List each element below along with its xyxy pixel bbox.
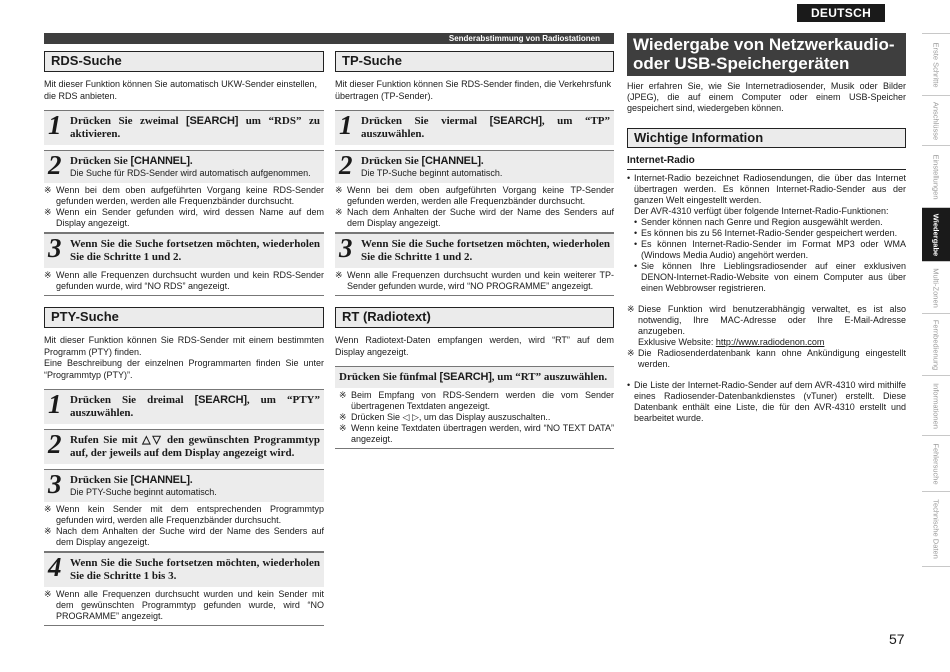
pty-step-4-notes bbox=[44, 587, 324, 626]
language-badge: DEUTSCH bbox=[797, 4, 885, 22]
rt-step bbox=[335, 366, 614, 388]
side-tab-technische-daten[interactable]: Technische Daten bbox=[922, 491, 950, 567]
step-instruction: Wenn Sie die Suche fortsetzen möchten, wiederholen Sie die Schritte 1 und 2. bbox=[361, 238, 610, 263]
search-key-label: [SEARCH] bbox=[489, 115, 542, 127]
note: ※ Nach dem Anhalten der Suche wird der Name des Senders auf dem Display angezeigt. bbox=[335, 207, 614, 228]
note: ※ Wenn alle Frequenzen durchsucht wurden und kein Sender mit dem gewünschten Programmtyp gefunden wurde, wird “NO PROGRAMME” angezeigt. bbox=[44, 589, 324, 621]
section-header-bar: Senderabstimmung von Radiostationen bbox=[44, 33, 614, 44]
channel-key-label: [CHANNEL] bbox=[130, 474, 190, 486]
rds-step-2 bbox=[44, 150, 324, 183]
step-number: 3 bbox=[339, 233, 353, 263]
rt-section bbox=[335, 307, 614, 449]
note: ※ Drücken Sie ◁ ▷, um das Display auszuschalten.. bbox=[339, 412, 551, 422]
step-instruction: Drücken Sie [CHANNEL]. bbox=[70, 474, 193, 486]
side-tab-fehlersuche[interactable]: Fehlersuche bbox=[922, 435, 950, 491]
side-tab-wiedergabe[interactable]: Wiedergabe bbox=[922, 207, 950, 261]
step-instruction: Drücken Sie [CHANNEL]. bbox=[70, 155, 193, 167]
search-key-label: [SEARCH] bbox=[194, 394, 247, 406]
step-number: 1 bbox=[48, 389, 62, 419]
internet-radio-heading: Internet-Radio bbox=[627, 155, 906, 170]
info-bullet: • Die Liste der Internet-Radio-Sender auf dem AVR-4310 wird mithilfe eines Radiosender-Datenbankdienstes (vTuner) erstellt. Diese Datenbank enthält eine Liste, die für den AVR-4310 erstellt und bearbeitet wurde. bbox=[627, 379, 906, 423]
step-description: Die Suche für RDS-Sender wird automatisch aufgenommen. bbox=[70, 168, 311, 178]
step-description: Die PTY-Suche beginnt automatisch. bbox=[70, 487, 217, 497]
page-number: 57 bbox=[889, 631, 905, 647]
note: ※ Die Radiosenderdatenbank kann ohne Ankündigung eingestellt werden. bbox=[627, 347, 906, 369]
website-link[interactable]: http://www.radiodenon.com bbox=[715, 336, 825, 347]
network-section bbox=[627, 33, 906, 424]
pty-title: PTY-Suche bbox=[44, 307, 324, 328]
note: ※ Diese Funktion wird benutzerabhängig verwaltet, es ist also notwendig, Ihre MAC-Adresse oder Ihre E-Mail-Adresse anzugeben. Exklusive Website: http://www.radiodenon.com bbox=[627, 303, 906, 347]
step-number: 1 bbox=[48, 110, 62, 140]
pty-intro: Mit dieser Funktion können Sie RDS-Sender mit einem bestimmten Programm (PTY) finden. Eine Beschreibung der einzelnen Programmarten finden Sie unter “Programmtyp (PTY)”. bbox=[44, 335, 324, 380]
step-number: 4 bbox=[48, 552, 62, 582]
note: ※ Beim Empfang von RDS-Sendern werden die vom Sender übertragenen Textdaten angezeigt. bbox=[339, 390, 614, 411]
note: ※ Wenn alle Frequenzen durchsucht wurden und kein weiterer TP-Sender gefunden wurde, wird “NO PROGRAMME” angezeigt. bbox=[335, 270, 614, 291]
side-tab-informationen[interactable]: Informationen bbox=[922, 375, 950, 435]
note: ※ Wenn bei dem oben aufgeführten Vorgang keine RDS-Sender gefunden werden, werden alle Frequenzbänder durchsucht. bbox=[44, 185, 324, 206]
step-number: 2 bbox=[339, 150, 353, 180]
note: ※ Wenn bei dem oben aufgeführten Vorgang keine TP-Sender gefunden werden, werden alle Frequenzbänder durchsucht. bbox=[335, 185, 614, 206]
rds-title: RDS-Suche bbox=[44, 51, 324, 72]
rt-notes bbox=[335, 388, 614, 449]
feature-bullet: • Es können bis zu 56 Internet-Radio-Sender gespeichert werden. bbox=[634, 227, 898, 238]
tp-title: TP-Suche bbox=[335, 51, 614, 72]
feature-bullet: • Es können Internet-Radio-Sender im Format MP3 oder WMA (Windows Media Audio) angehört werden. bbox=[634, 238, 906, 260]
features-intro: Der AVR-4310 verfügt über folgende Internet-Radio-Funktionen: bbox=[634, 205, 889, 216]
step-instruction: Drücken Sie zweimal [SEARCH] um “RDS” zu aktivieren. bbox=[70, 115, 320, 140]
tp-step-3 bbox=[335, 233, 614, 268]
step-instruction: Wenn Sie die Suche fortsetzen möchten, wiederholen Sie die Schritte 1 und 2. bbox=[70, 238, 320, 263]
search-key-label: [SEARCH] bbox=[439, 371, 492, 383]
side-tab-multi-zonen[interactable]: Multi-Zonen bbox=[922, 261, 950, 313]
step-instruction: Drücken Sie fünfmal [SEARCH], um “RT” auszuwählen. bbox=[339, 371, 608, 383]
note: ※ Wenn alle Frequenzen durchsucht wurden und kein RDS-Sender gefunden wurde, wird “NO RDS” angezeigt. bbox=[44, 270, 324, 291]
note: ※ Wenn kein Sender mit dem entsprechenden Programmtyp gefunden wird, werden alle Frequenzbänder durchsucht. bbox=[44, 504, 324, 525]
side-tab-strip bbox=[922, 33, 950, 567]
tp-step-2-notes bbox=[335, 183, 614, 233]
step-number: 1 bbox=[339, 110, 353, 140]
side-tab-erste-schritte[interactable]: Erste Schritte bbox=[922, 33, 950, 95]
pty-step-4 bbox=[44, 552, 324, 587]
network-intro: Hier erfahren Sie, wie Sie Internetradiosender, Musik oder Bilder (JPEG), die auf einem Computer oder einem USB-Speicher gespeichert sind, wiedergeben können. bbox=[627, 81, 906, 113]
rds-step-3-notes bbox=[44, 268, 324, 296]
step-number: 3 bbox=[48, 233, 62, 263]
rt-title: RT (Radiotext) bbox=[335, 307, 614, 328]
rt-intro: Wenn Radiotext-Daten empfangen werden, wird “RT” auf dem Display angezeigt. bbox=[335, 335, 614, 357]
pty-step-1 bbox=[44, 389, 324, 424]
step-instruction: Drücken Sie [CHANNEL]. bbox=[361, 155, 484, 167]
pty-step-2 bbox=[44, 429, 324, 464]
step-description: Die TP-Suche beginnt automatisch. bbox=[361, 168, 503, 178]
pty-step-3 bbox=[44, 469, 324, 502]
note: ※ Wenn ein Sender gefunden wird, wird dessen Name auf dem Display angezeigt. bbox=[44, 207, 324, 228]
pty-section bbox=[44, 307, 324, 626]
pty-step-3-notes bbox=[44, 502, 324, 552]
tp-section bbox=[335, 51, 614, 296]
step-instruction: Drücken Sie dreimal [SEARCH], um “PTY” auszuwählen. bbox=[70, 394, 320, 419]
tp-step-1 bbox=[335, 110, 614, 145]
note: ※ Wenn keine Textdaten übertragen werden, wird “NO TEXT DATA” angezeigt. bbox=[339, 423, 614, 444]
rds-step-1 bbox=[44, 110, 324, 145]
tp-intro: Mit dieser Funktion können Sie RDS-Sender finden, die Verkehrsfunk übertragen (TP-Sender). bbox=[335, 79, 612, 101]
channel-key-label: [CHANNEL] bbox=[130, 155, 190, 167]
feature-bullet: • Sender können nach Genre und Region ausgewählt werden. bbox=[634, 216, 883, 227]
rds-section bbox=[44, 51, 324, 296]
search-key-label: [SEARCH] bbox=[186, 115, 239, 127]
step-instruction: Wenn Sie die Suche fortsetzen möchten, wiederholen Sie die Schritte 1 bis 3. bbox=[70, 557, 320, 582]
tp-step-2 bbox=[335, 150, 614, 183]
step-number: 2 bbox=[48, 150, 62, 180]
side-tab-einstellungen[interactable]: Einstellungen bbox=[922, 145, 950, 207]
rds-intro: Mit dieser Funktion können Sie automatisch UKW-Sender einstellen, die RDS anbieten. bbox=[44, 79, 317, 101]
rds-step-2-notes bbox=[44, 183, 324, 233]
side-tab-anschluesse[interactable]: Anschlüsse bbox=[922, 95, 950, 145]
info-bullet: • Internet-Radio bezeichnet Radiosendungen, die über das Internet übertragen werden. Es können Internet-Radio-Sender aus der ganzen Welt eingestellt werden. bbox=[627, 172, 906, 205]
network-title: Wiedergabe von Netzwerkaudio- oder USB-Speichergeräten bbox=[627, 33, 906, 76]
rds-step-3 bbox=[44, 233, 324, 268]
note: ※ Nach dem Anhalten der Suche wird der Name des Senders auf dem Display angezeigt. bbox=[44, 526, 324, 547]
step-number: 3 bbox=[48, 469, 62, 499]
important-info-title: Wichtige Information bbox=[627, 128, 906, 148]
step-instruction: Rufen Sie mit △▽ den gewünschten Programmtyp auf, der jeweils auf dem Display angezeigt wird. bbox=[70, 434, 320, 459]
side-tab-fernbedienung[interactable]: Fernbedienung bbox=[922, 313, 950, 375]
step-instruction: Drücken Sie viermal [SEARCH], um “TP” auszuwählen. bbox=[361, 115, 610, 140]
step-number: 2 bbox=[48, 429, 62, 459]
feature-bullet: • Sie können Ihre Lieblingsradiosender auf einer exklusiven DENON-Internet-Radio-Website von einem Computer aus über einen Webbrowser registrieren. bbox=[634, 260, 906, 293]
tp-step-3-notes bbox=[335, 268, 614, 296]
channel-key-label: [CHANNEL] bbox=[421, 155, 481, 167]
